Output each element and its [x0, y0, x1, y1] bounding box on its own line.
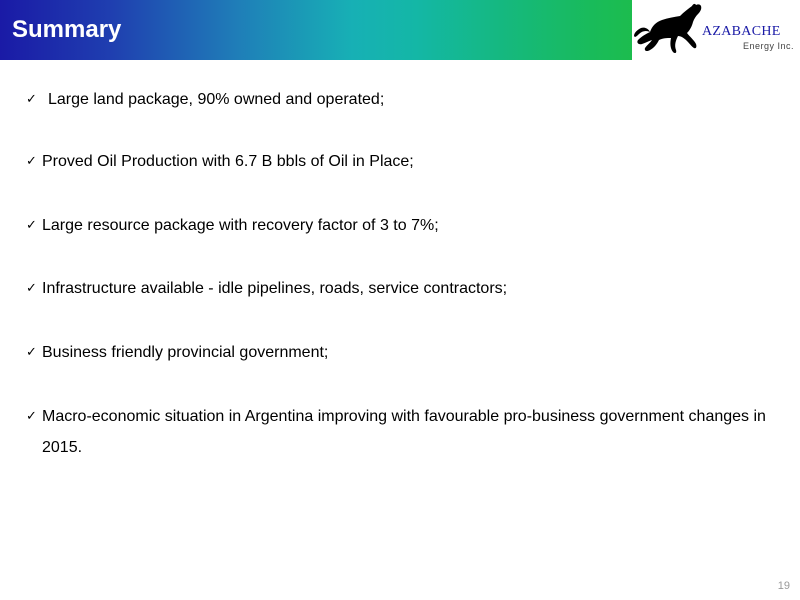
bullet-text: Proved Oil Production with 6.7 B bbls of Oil in Place;: [42, 153, 414, 170]
title-bar: [0, 0, 800, 60]
bullet-item: [26, 85, 786, 115]
logo-subtitle: Energy Inc.: [742, 41, 794, 51]
bullet-item: [26, 211, 786, 241]
page-number: 19: [777, 580, 790, 592]
bullet-item: [26, 338, 786, 368]
check-icon: ✓: [26, 409, 37, 424]
check-icon: ✓: [26, 154, 37, 169]
company-logo: [632, 0, 800, 60]
slide-title: Summary: [12, 16, 122, 43]
logo-name: AZABACHE: [702, 24, 781, 39]
check-icon: ✓: [26, 218, 37, 233]
bullet-item: [26, 401, 786, 463]
bullet-text: Macro-economic situation in Argentina improving with favourable pro-business government changes in 2015.: [42, 408, 766, 456]
check-icon: ✓: [26, 345, 37, 360]
check-icon: ✓: [26, 281, 37, 296]
horse-icon: [632, 0, 712, 60]
bullet-text: Large resource package with recovery factor of 3 to 7%;: [42, 217, 439, 234]
check-icon: ✓: [26, 92, 37, 107]
bullet-text: Large land package, 90% owned and operated;: [48, 91, 385, 108]
bullet-text: Business friendly provincial government;: [42, 344, 329, 361]
bullet-text: Infrastructure available - idle pipelines, roads, service contractors;: [42, 280, 508, 297]
bullet-item: [26, 274, 786, 304]
bullet-item: [26, 147, 786, 177]
